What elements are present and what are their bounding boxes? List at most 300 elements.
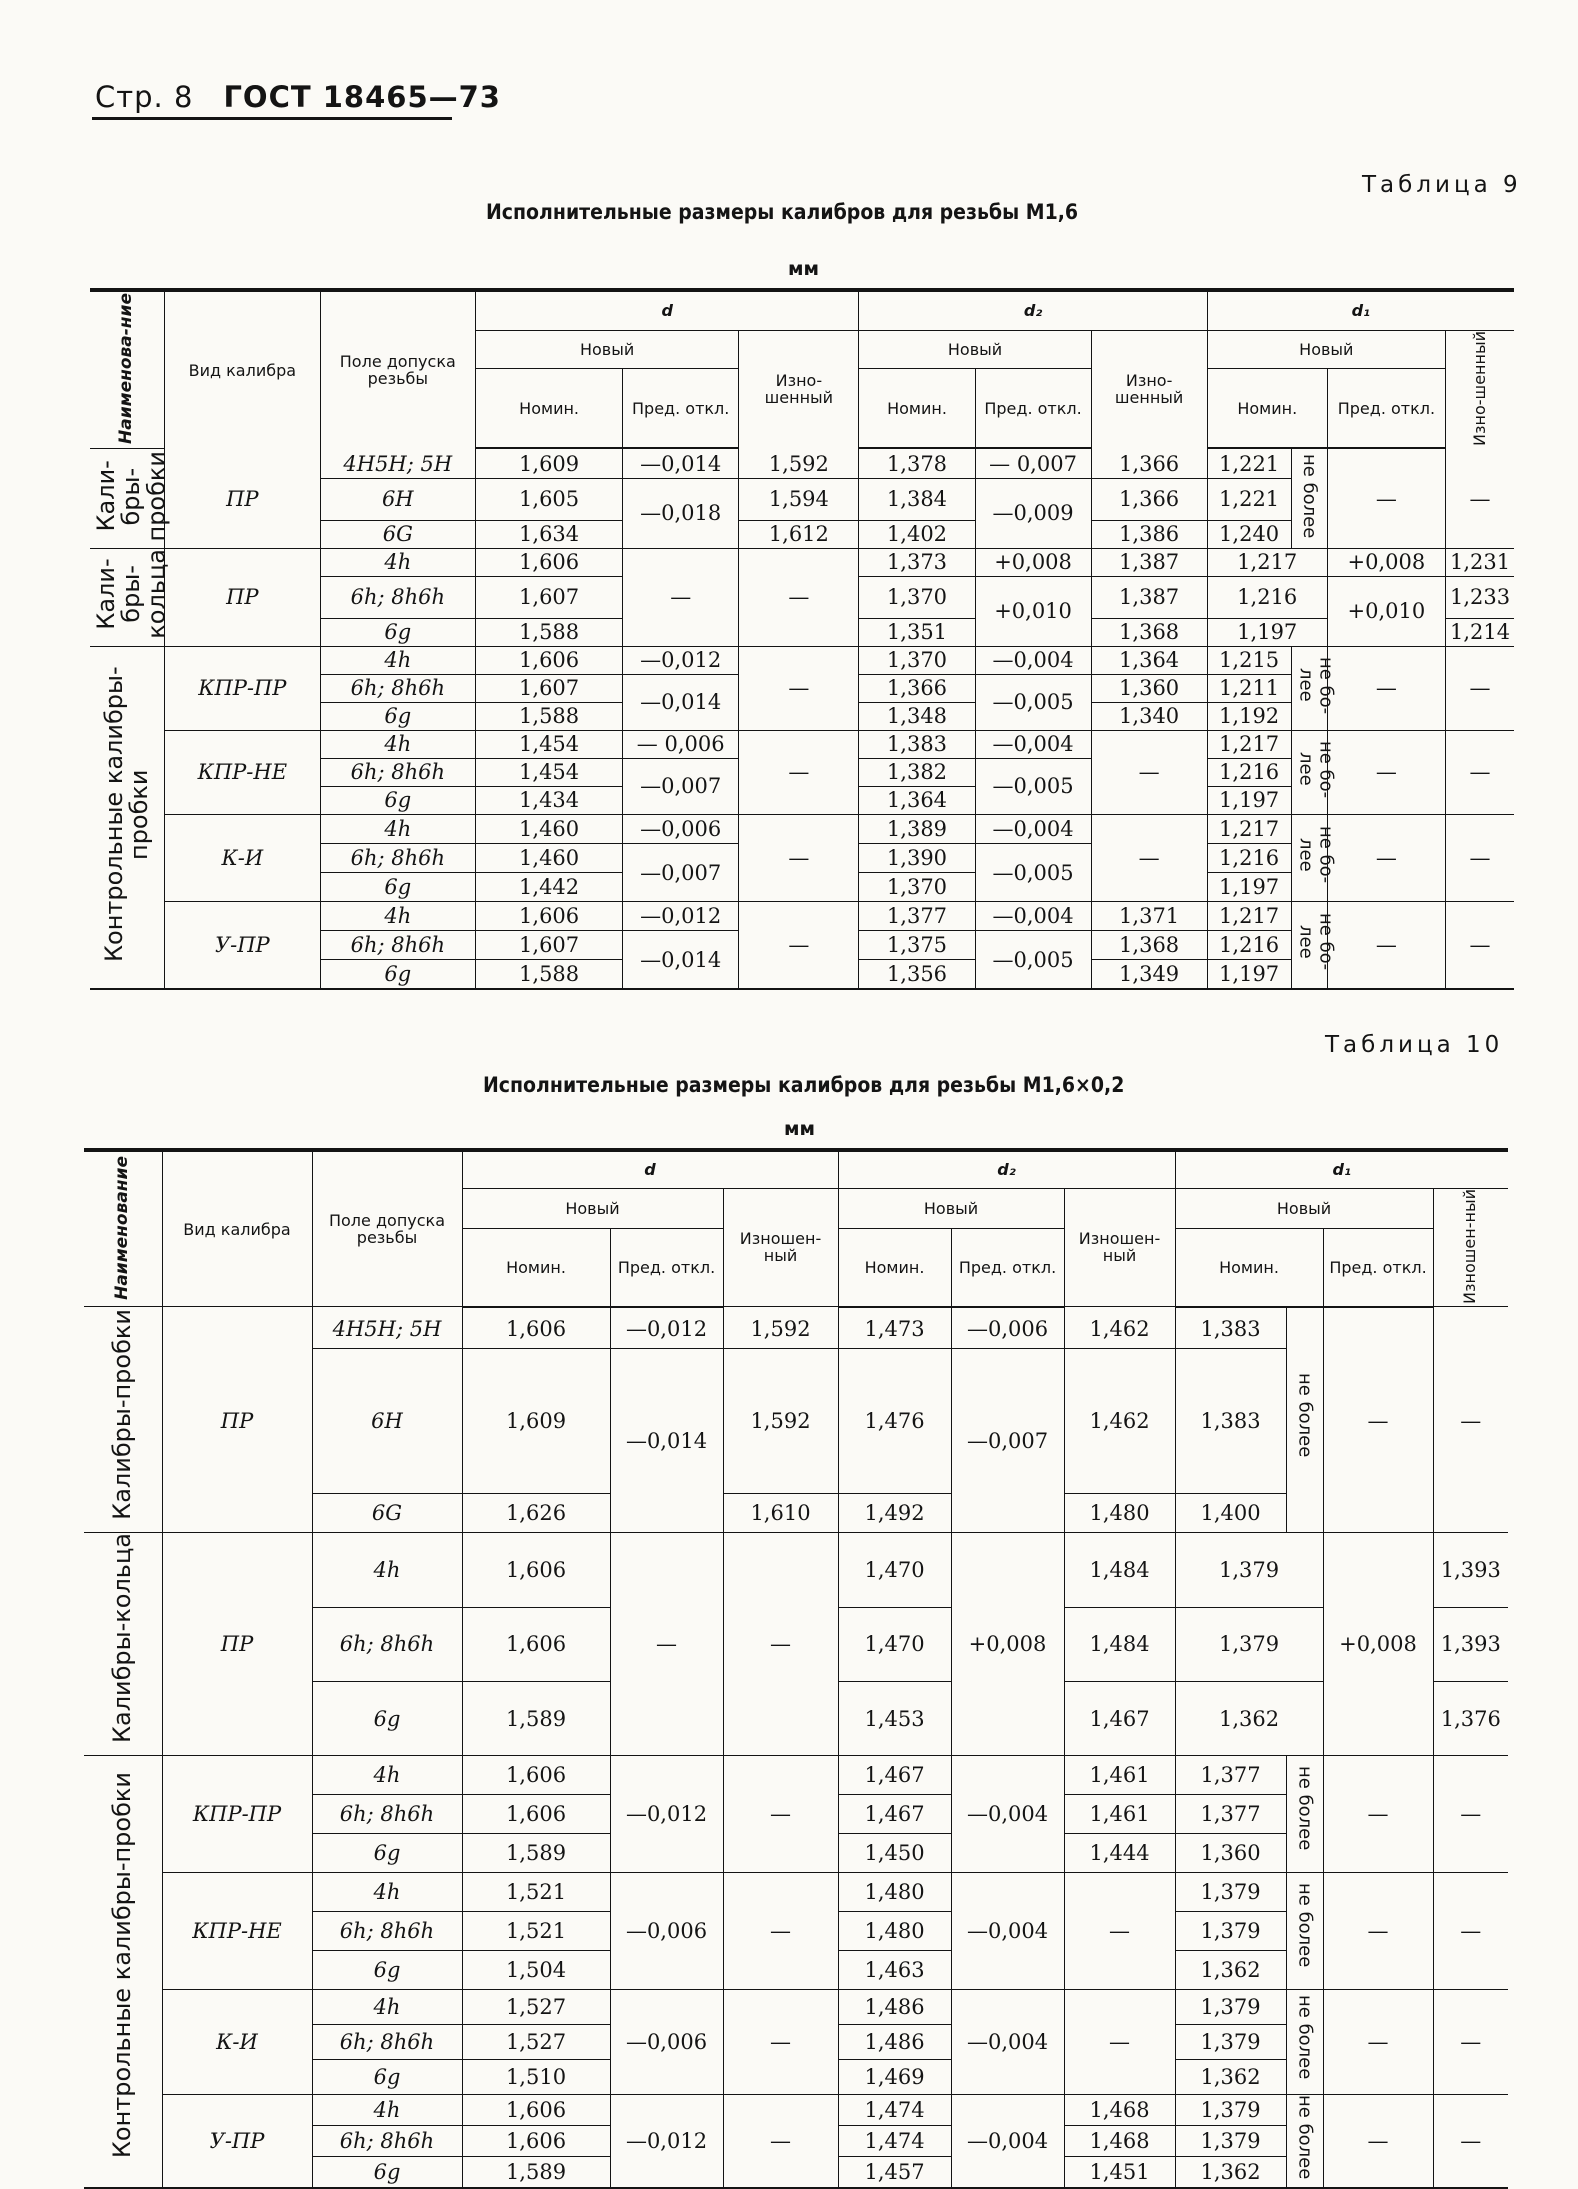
table10-pr1-dd: —0,012: [610, 1307, 723, 1349]
table9-kprne-dd: —0,007: [623, 759, 739, 815]
table10-group-g1: [84, 1307, 162, 1533]
table9-ki-d2d: —0,004: [975, 815, 1091, 844]
t9-head-d1-worn: Изно-шенный: [1445, 330, 1514, 448]
table10-kprpr-d-nom: 1,606: [462, 1795, 610, 1834]
t10-head-d: d: [462, 1150, 838, 1188]
t10-head-d1: d₁: [1175, 1150, 1508, 1188]
table9-group-g2-text: Кали-бры-кольца: [92, 549, 171, 640]
table-row: [84, 1990, 1508, 2025]
table9-upr-d2-nom: 1,375: [859, 931, 975, 960]
t9-head-d2-dev: Пред. откл.: [975, 369, 1091, 449]
table9-upr-d1-note: [1291, 902, 1337, 990]
table10-upr-d2w: 1,451: [1064, 2156, 1175, 2187]
table10-upr-d-nom: 1,606: [462, 2095, 610, 2126]
table9-ki-d-nom: 1,460: [476, 815, 623, 844]
table10-upr-d1-note-text: не более: [1294, 2095, 1316, 2180]
standard-code: ГОСТ 18465—73: [223, 80, 501, 114]
table10-pr2-d1w: 1,376: [1433, 1681, 1508, 1755]
table10-kprpr-d1-note: [1286, 1756, 1323, 1873]
table9-upr-d2w: 1,368: [1091, 931, 1207, 960]
table10-kprpr-d2w: 1,444: [1064, 1834, 1175, 1873]
table9-kprne-dd: — 0,006: [623, 731, 739, 759]
table10-pr1-d-nom: 1,626: [462, 1494, 610, 1533]
table-row: [84, 1756, 1508, 1795]
t9-head-kind: Вид калибра: [165, 290, 320, 448]
table10-ki-d2d: —0,004: [951, 1990, 1064, 2095]
table10-pr2-dw: —: [723, 1533, 838, 1756]
t10-head-d1-nom: Номин.: [1175, 1228, 1323, 1307]
table9-pr1-d2w: 1,366: [1091, 448, 1207, 479]
table-row: [90, 815, 1514, 844]
table9-pr1-d2d: — 0,007: [975, 448, 1091, 479]
table-row: [84, 1533, 1508, 1607]
table9-kprpr-dw: —: [739, 647, 859, 731]
table9-ki-dd: —0,006: [623, 815, 739, 844]
t9-head-field: Поле допуска резьбы: [320, 290, 475, 448]
t10-head-name: Наименование: [111, 1155, 132, 1300]
table10-kprne-d2-nom: 1,480: [838, 1912, 951, 1951]
table10-ki-dw: —: [723, 1990, 838, 2095]
table-row: [90, 448, 1514, 479]
table9-kprpr-d-nom: 1,607: [476, 675, 623, 703]
table10-upr-dd: —0,012: [610, 2095, 723, 2188]
table9-pr1-d2w: 1,366: [1091, 479, 1207, 521]
table9-pr2-d-nom: 1,606: [476, 549, 623, 577]
table9-ki-dd: —0,007: [623, 844, 739, 902]
t10-head-d-dev: Пред. откл.: [610, 1228, 723, 1307]
table10-pr2-d2-nom: 1,453: [838, 1681, 951, 1755]
table10-pr2-dd: —: [610, 1533, 723, 1756]
table9-pr1-d-nom: 1,609: [476, 448, 623, 479]
table10-pr2-d1w: 1,393: [1433, 1607, 1508, 1681]
table10-pr1-field: 6G: [312, 1494, 462, 1533]
t9-head-d-worn: Изно-шенный: [739, 330, 859, 448]
t9-head-d-new: Новый: [476, 330, 739, 369]
table10-kprpr-d1-note-text: не более: [1294, 1766, 1316, 1851]
table9-upr-d2-nom: 1,377: [859, 902, 975, 931]
table9-upr-d-nom: 1,606: [476, 902, 623, 931]
table10: [84, 1148, 1508, 2189]
table9-kprne-d1-note-text: не бо-лее: [1295, 740, 1337, 798]
table9-pr1-d-nom: 1,634: [476, 521, 623, 549]
table9-kprpr-d2d: —0,005: [975, 675, 1091, 731]
table9-upr-d1-nom: 1,217: [1207, 902, 1291, 931]
t9-head-d-dev: Пред. откл.: [623, 369, 739, 449]
table9-kprpr-d-nom: 1,588: [476, 703, 623, 731]
table9-ki-d1-nom: 1,216: [1207, 844, 1291, 873]
table9-pr2-d2-nom: 1,373: [859, 549, 975, 577]
table9-kprpr-d2w: 1,360: [1091, 675, 1207, 703]
table10-group-g1-text: Калибры-пробки: [108, 1309, 137, 1521]
table10-kprpr-field: 6h; 8h6h: [312, 1795, 462, 1834]
table9-ki-field: 6g: [320, 873, 475, 902]
t10-head-d2-worn: Изношен-ный: [1064, 1188, 1175, 1307]
table9-pr1-dw: 1,594: [739, 479, 859, 521]
table9-upr-d2-nom: 1,356: [859, 960, 975, 990]
table10-pr1-d2d: —0,006: [951, 1307, 1064, 1349]
table9-upr-d1-nom: 1,216: [1207, 931, 1291, 960]
table-row: [84, 1307, 1508, 1349]
table10-upr-d1-note: [1286, 2095, 1323, 2188]
table10-ki-d-nom: 1,527: [462, 2025, 610, 2060]
table10-kprne-dw: —: [723, 1873, 838, 1990]
table10-kprpr-d1-nom: 1,360: [1175, 1834, 1286, 1873]
table9-kprne-d2-nom: 1,364: [859, 787, 975, 815]
table9-ki-d1w: —: [1445, 815, 1514, 902]
table9-kprpr-field: 6h; 8h6h: [320, 675, 475, 703]
t10-head-field: Поле допуска резьбы: [312, 1150, 462, 1307]
table10-kprne-field: 4h: [312, 1873, 462, 1912]
table-row: [90, 647, 1514, 675]
page-header: [95, 80, 501, 114]
t10-head-kind: Вид калибра: [162, 1150, 312, 1307]
table10-kprne-d1-nom: 1,379: [1175, 1912, 1286, 1951]
table10-kprpr-d2d: —0,004: [951, 1756, 1064, 1873]
table10-kprpr-d2w: 1,461: [1064, 1756, 1175, 1795]
table9-pr1-d1d: —: [1327, 448, 1445, 549]
table10-kprne-d1-note-text: не более: [1294, 1883, 1316, 1968]
table10-kprpr-d-nom: 1,606: [462, 1756, 610, 1795]
table10-ki-dd: —0,006: [610, 1990, 723, 2095]
table9-kprpr-d1d: —: [1327, 647, 1445, 731]
table9-pr2-d2d: +0,008: [975, 549, 1091, 577]
table10-ki-d-nom: 1,527: [462, 1990, 610, 2025]
table10-group-g2: [84, 1533, 162, 1756]
table10-ki-d1w: —: [1433, 1990, 1508, 2095]
table10-pr1-kind: ПР: [162, 1307, 312, 1533]
table10-pr1-d2d: —0,007: [951, 1348, 1064, 1532]
table-row: [84, 1873, 1508, 1912]
table10-kprne-field: 6h; 8h6h: [312, 1912, 462, 1951]
table9-pr1-d2d: —0,009: [975, 479, 1091, 549]
table10-kprne-d2w: —: [1064, 1873, 1175, 1990]
table10-pr1-dw: 1,592: [723, 1348, 838, 1493]
table10-kprne-d-nom: 1,504: [462, 1951, 610, 1990]
table9-pr1-d1-note: [1291, 448, 1327, 549]
table10-group-g2-text: Калибры-кольца: [108, 1533, 137, 1744]
table9-pr1-d1w: —: [1445, 448, 1514, 549]
table10-kprpr-d1w: —: [1433, 1756, 1508, 1873]
table10-kprne-d-nom: 1,521: [462, 1912, 610, 1951]
table9-pr2-d1w: 1,233: [1445, 577, 1514, 619]
table10-pr1-d1-note: [1286, 1307, 1323, 1533]
table10-pr2-d2w: 1,484: [1064, 1533, 1175, 1607]
table10-kprpr-d1-nom: 1,377: [1175, 1795, 1286, 1834]
table10-pr2-d-nom: 1,606: [462, 1607, 610, 1681]
table10-ki-d2-nom: 1,486: [838, 2025, 951, 2060]
table9-kprne-d-nom: 1,454: [476, 759, 623, 787]
table9-pr1-field: 4Н5Н; 5Н: [320, 448, 475, 479]
table10-pr2-d-nom: 1,606: [462, 1533, 610, 1607]
table9-ki-field: 6h; 8h6h: [320, 844, 475, 873]
table10-pr1-d2-nom: 1,476: [838, 1348, 951, 1493]
t9-head-d-nom: Номин.: [476, 369, 623, 449]
table10-kprne-d1d: —: [1323, 1873, 1433, 1990]
table9-group-g1: [90, 448, 171, 549]
table10-upr-d2w: 1,468: [1064, 2126, 1175, 2157]
table9-pr1-d2-nom: 1,402: [859, 521, 975, 549]
table10-kprne-d2d: —0,004: [951, 1873, 1064, 1990]
table9-upr-d1-note-text: не бо-лее: [1295, 913, 1337, 971]
table10-ki-d-nom: 1,510: [462, 2060, 610, 2095]
table10-pr1-d2-nom: 1,492: [838, 1494, 951, 1533]
table9-pr1-dd: —0,014: [623, 448, 739, 479]
table9-pr2-d-nom: 1,588: [476, 619, 623, 647]
page-number: Стр. 8: [95, 80, 194, 114]
table9-ki-d-nom: 1,442: [476, 873, 623, 902]
table10-upr-d2-nom: 1,457: [838, 2156, 951, 2187]
table10-pr2-field: 6g: [312, 1681, 462, 1755]
table10-upr-d1d: —: [1323, 2095, 1433, 2188]
t10-head-d-worn: Изношен-ный: [723, 1188, 838, 1307]
table10-pr1-d2w: 1,462: [1064, 1307, 1175, 1349]
table9-kprpr-d2w: 1,364: [1091, 647, 1207, 675]
table10-kprne-d2-nom: 1,463: [838, 1951, 951, 1990]
table10-kprpr-d-nom: 1,589: [462, 1834, 610, 1873]
table9-label: Таблица 9: [1362, 172, 1522, 198]
table9-group-g3-text: Контрольные калибры-пробки: [99, 666, 154, 962]
table9-kprne-d2d: —0,004: [975, 731, 1091, 759]
table9-kprpr-field: 4h: [320, 647, 475, 675]
table9-pr1-d2-nom: 1,384: [859, 479, 975, 521]
table9-pr2-d1-nom: 1,217: [1207, 549, 1327, 577]
table10-pr1-d1-nom: 1,383: [1175, 1307, 1286, 1349]
table10-kprpr-dd: —0,012: [610, 1756, 723, 1873]
table10-ki-d2-nom: 1,469: [838, 2060, 951, 2095]
table9-ki-d2-nom: 1,370: [859, 873, 975, 902]
table9-pr1-d1-nom: 1,221: [1207, 448, 1291, 479]
table9-group-g2: [90, 549, 171, 647]
table9-pr2-dw: —: [739, 549, 859, 647]
table9-kprne-d2w: —: [1091, 731, 1207, 815]
table9-upr-d1d: —: [1327, 902, 1445, 990]
table10-pr2-d2-nom: 1,470: [838, 1533, 951, 1607]
table10-pr2-d1-nom: 1,379: [1175, 1607, 1323, 1681]
t10-head-d2-new: Новый: [838, 1188, 1064, 1228]
table9-pr2-d1w: 1,231: [1445, 549, 1514, 577]
table10-pr1-dw: 1,592: [723, 1307, 838, 1349]
table9-kprpr-field: 6g: [320, 703, 475, 731]
table10-label: Таблица 10: [1325, 1032, 1504, 1058]
table10-ki-field: 4h: [312, 1990, 462, 2025]
table9-upr-d1w: —: [1445, 902, 1514, 990]
table9-pr2-d1w: 1,214: [1445, 619, 1514, 647]
table10-pr1-dw: 1,610: [723, 1494, 838, 1533]
table10-upr-d2-nom: 1,474: [838, 2095, 951, 2126]
table9-pr2-field: 6g: [320, 619, 475, 647]
table9-upr-kind: У-ПР: [165, 902, 320, 990]
table10-pr1-d1-nom: 1,383: [1175, 1348, 1286, 1493]
t9-head-name: Наименова-ние: [116, 293, 137, 444]
table10-title: Исполнительные размеры калибров для резьбы М1,6×0,2: [483, 1073, 1125, 1097]
t9-head-d2-new: Новый: [859, 330, 1091, 369]
table10-ki-d1-nom: 1,379: [1175, 1990, 1286, 2025]
table9-pr1-d1-note-text: не более: [1299, 454, 1321, 539]
table10-kprne-dd: —0,006: [610, 1873, 723, 1990]
table10-upr-d1-nom: 1,379: [1175, 2095, 1286, 2126]
table-row: [90, 902, 1514, 931]
table9-kprpr-d2-nom: 1,370: [859, 647, 975, 675]
t9-head-d1: d₁: [1207, 290, 1514, 330]
t10-head-d-new: Новый: [462, 1188, 723, 1228]
table9: [90, 288, 1514, 990]
table9-pr2-dd: —: [623, 549, 739, 647]
table10-ki-d2w: —: [1064, 1990, 1175, 2095]
table9-kprpr-d2-nom: 1,348: [859, 703, 975, 731]
table10-unit: мм: [784, 1118, 816, 1140]
table10-upr-d2-nom: 1,474: [838, 2126, 951, 2157]
table-row: [90, 549, 1514, 577]
table9-pr2-d2d: +0,010: [975, 577, 1091, 647]
table9-ki-kind: К-И: [165, 815, 320, 902]
table10-pr1-d2-nom: 1,473: [838, 1307, 951, 1349]
table9-pr1-d2w: 1,386: [1091, 521, 1207, 549]
table10-pr1-field: 4Н5Н; 5Н: [312, 1307, 462, 1349]
table9-upr-d2w: 1,349: [1091, 960, 1207, 990]
table9-kprne-d2-nom: 1,383: [859, 731, 975, 759]
table10-kprne-field: 6g: [312, 1951, 462, 1990]
table9-kprne-field: 6g: [320, 787, 475, 815]
table10-upr-kind: У-ПР: [162, 2095, 312, 2188]
table10-kprpr-kind: КПР-ПР: [162, 1756, 312, 1873]
table10-kprpr-d2-nom: 1,467: [838, 1795, 951, 1834]
table9-upr-field: 4h: [320, 902, 475, 931]
table9-ki-d1-nom: 1,197: [1207, 873, 1291, 902]
table9-upr-d-nom: 1,588: [476, 960, 623, 990]
table9-ki-field: 4h: [320, 815, 475, 844]
table10-ki-d1-nom: 1,379: [1175, 2025, 1286, 2060]
table9-upr-field: 6h; 8h6h: [320, 931, 475, 960]
table10-pr1-d1w: —: [1433, 1307, 1508, 1533]
table10-pr2-kind: ПР: [162, 1533, 312, 1756]
table9-kprpr-d1-note: [1291, 647, 1337, 731]
table10-pr1-d1d: —: [1323, 1307, 1433, 1533]
table10-upr-field: 4h: [312, 2095, 462, 2126]
table10-pr1-dd: —0,014: [610, 1348, 723, 1532]
table9-kprpr-kind: КПР-ПР: [165, 647, 320, 731]
table10-pr2-d1-nom: 1,362: [1175, 1681, 1323, 1755]
table9-kprpr-d2d: —0,004: [975, 647, 1091, 675]
table10-pr1-d1-note-text: не более: [1294, 1372, 1316, 1458]
table10-pr2-d1w: 1,393: [1433, 1533, 1508, 1607]
table9-upr-d2d: —0,005: [975, 931, 1091, 990]
table9-pr2-kind: ПР: [165, 549, 320, 647]
t10-head-d2-dev: Пред. откл.: [951, 1228, 1064, 1307]
table10-upr-d2d: —0,004: [951, 2095, 1064, 2188]
table10-kprpr-d2-nom: 1,467: [838, 1756, 951, 1795]
table9-pr1-kind: ПР: [165, 448, 320, 549]
table9-pr2-field: 6h; 8h6h: [320, 577, 475, 619]
table10-kprpr-field: 4h: [312, 1756, 462, 1795]
table10-pr2-d2d: +0,008: [951, 1533, 1064, 1756]
table10-pr2-d2-nom: 1,470: [838, 1607, 951, 1681]
table10-kprne-d-nom: 1,521: [462, 1873, 610, 1912]
table10-pr1-d-nom: 1,606: [462, 1307, 610, 1349]
table9-kprne-field: 4h: [320, 731, 475, 759]
table9-kprne-d1-nom: 1,197: [1207, 787, 1291, 815]
table9-kprne-d1-nom: 1,217: [1207, 731, 1291, 759]
table10-kprne-d2-nom: 1,480: [838, 1873, 951, 1912]
t10-head-d1-worn: Изношен-ный: [1433, 1188, 1508, 1307]
table9-kprpr-d2w: 1,340: [1091, 703, 1207, 731]
t10-head-d2-nom: Номин.: [838, 1228, 951, 1307]
table9-kprpr-d2-nom: 1,366: [859, 675, 975, 703]
table9-kprpr-dd: —0,012: [623, 647, 739, 675]
table10-ki-field: 6g: [312, 2060, 462, 2095]
table-row: [90, 731, 1514, 759]
table10-pr2-d2w: 1,484: [1064, 1607, 1175, 1681]
table9-ki-d2-nom: 1,390: [859, 844, 975, 873]
table10-pr1-d1-nom: 1,400: [1175, 1494, 1286, 1533]
table10-upr-d-nom: 1,589: [462, 2156, 610, 2187]
table10-ki-d1-note-text: не более: [1294, 1995, 1316, 2080]
table9-upr-dd: —0,014: [623, 931, 739, 990]
table10-pr2-d1-nom: 1,379: [1175, 1533, 1323, 1607]
table9-upr-d1-nom: 1,197: [1207, 960, 1291, 990]
t10-head-d2: d₂: [838, 1150, 1175, 1188]
table10-upr-dw: —: [723, 2095, 838, 2188]
table10-upr-d1w: —: [1433, 2095, 1508, 2188]
table9-unit: мм: [788, 258, 820, 280]
t9-head-d: d: [476, 290, 859, 330]
table9-upr-dw: —: [739, 902, 859, 990]
table9-pr1-dw: 1,592: [739, 448, 859, 479]
table9-pr2-d-nom: 1,607: [476, 577, 623, 619]
table10-kprpr-field: 6g: [312, 1834, 462, 1873]
t10-head-d1-new: Новый: [1175, 1188, 1433, 1228]
table10-kprne-d1-nom: 1,362: [1175, 1951, 1286, 1990]
table9-pr1-field: 6G: [320, 521, 475, 549]
table9-pr1-field: 6Н: [320, 479, 475, 521]
table9-pr1-d-nom: 1,605: [476, 479, 623, 521]
table9-upr-dd: —0,012: [623, 902, 739, 931]
t10-head-d1-dev: Пред. откл.: [1323, 1228, 1433, 1307]
table9-pr1-d2-nom: 1,378: [859, 448, 975, 479]
table10-group-g3-text: Контрольные калибры-пробки: [108, 1772, 137, 2159]
t9-head-d1-nom: Номин.: [1207, 369, 1327, 449]
table10-kprpr-d1d: —: [1323, 1756, 1433, 1873]
table10-kprne-d1w: —: [1433, 1873, 1508, 1990]
table9-pr2-d2w: 1,387: [1091, 577, 1207, 619]
table9-upr-d2w: 1,371: [1091, 902, 1207, 931]
table10-pr2-field: 4h: [312, 1533, 462, 1607]
table10-ki-field: 6h; 8h6h: [312, 2025, 462, 2060]
table9-kprne-kind: КПР-НЕ: [165, 731, 320, 815]
table9-pr2-d1-nom: 1,197: [1207, 619, 1327, 647]
table9-upr-d2d: —0,004: [975, 902, 1091, 931]
table9-pr2-d2-nom: 1,351: [859, 619, 975, 647]
table9-kprne-d1w: —: [1445, 731, 1514, 815]
table9-ki-d1-nom: 1,217: [1207, 815, 1291, 844]
table10-ki-d1d: —: [1323, 1990, 1433, 2095]
table10-pr1-d-nom: 1,609: [462, 1348, 610, 1493]
table9-pr2-d2w: 1,368: [1091, 619, 1207, 647]
table9-kprpr-dd: —0,014: [623, 675, 739, 731]
table10-pr2-d2w: 1,467: [1064, 1681, 1175, 1755]
table10-kprne-d1-nom: 1,379: [1175, 1873, 1286, 1912]
table10-kprpr-d2-nom: 1,450: [838, 1834, 951, 1873]
table9-pr2-d1-nom: 1,216: [1207, 577, 1327, 619]
table9-kprpr-d1-nom: 1,211: [1207, 675, 1291, 703]
table9-pr2-d1d: +0,008: [1327, 549, 1445, 577]
t9-head-d2: d₂: [859, 290, 1207, 330]
table9-kprne-d-nom: 1,454: [476, 731, 623, 759]
table9-ki-d2w: —: [1091, 815, 1207, 902]
table9-kprne-d1-note: [1291, 731, 1337, 815]
table9-pr1-d1-nom: 1,240: [1207, 521, 1291, 549]
table9-kprne-d1-nom: 1,216: [1207, 759, 1291, 787]
table9-pr2-d2w: 1,387: [1091, 549, 1207, 577]
